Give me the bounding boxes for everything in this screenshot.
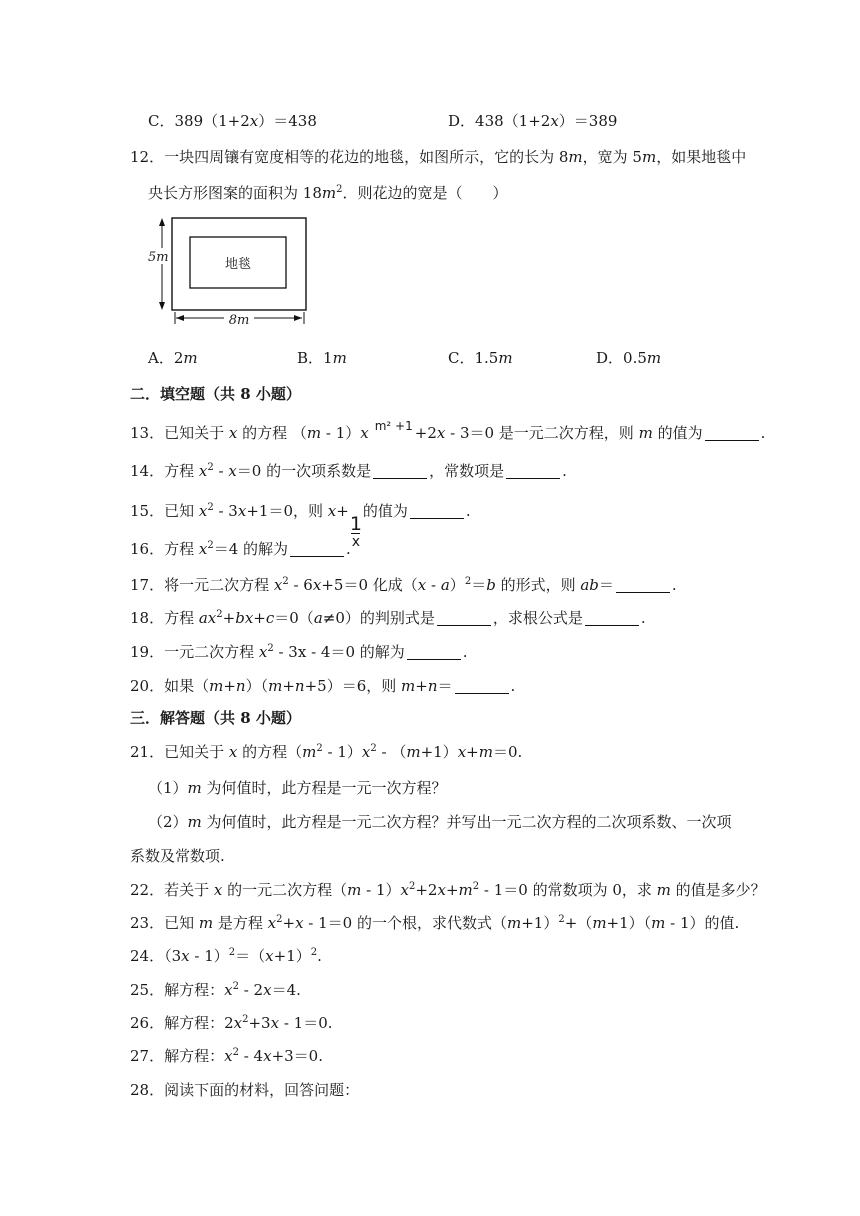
q23: 23．已知 m 是方程 $x^2+x - 1=0$ 的一个根，求代数式$(m+1)^2+(m+1)(m - 1)$的值.	[130, 914, 740, 932]
carpet-label: 地毯	[224, 257, 252, 272]
answer-blank[interactable]	[290, 542, 344, 557]
q12-stem-line1: 12．一块四周镶有宽度相等的花边的地毯，如图所示，它的长为 8m，宽为 5m，如果地毯中	[130, 148, 747, 166]
answer-blank[interactable]	[616, 578, 670, 593]
q12-option-c: C．1.5m	[448, 349, 513, 367]
q15: 15．已知 $x^2 - 3x+1=0$，则 x+ $\frac{1}{x}$ 的值为 .	[130, 502, 471, 550]
answer-blank[interactable]	[705, 426, 759, 441]
q12-option-d: D．0.5m	[596, 349, 662, 367]
section-2-heading: 二．填空题（共 8 小题）	[130, 385, 301, 403]
answer-blank[interactable]	[410, 504, 464, 519]
q16: 16．方程 $x^2=4$ 的解为 .	[130, 540, 351, 558]
q27: 27．解方程：$x^2 - 4x+3=0$.	[130, 1047, 323, 1065]
q21-part-1: （1）m 为何值时，此方程是一元一次方程？	[148, 779, 447, 797]
answer-blank[interactable]	[437, 611, 491, 626]
answer-blank[interactable]	[455, 679, 509, 694]
answer-blank[interactable]	[373, 464, 427, 479]
carpet-figure	[144, 212, 316, 334]
q28: 28．阅读下面的材料，回答问题：	[130, 1081, 360, 1099]
width-arrow-right	[294, 315, 302, 321]
q12-option-b: B．1m	[297, 349, 347, 367]
q20: 20．如果（m+n）（m+n+5）＝6，则 m+n＝ .	[130, 677, 516, 695]
width-label: 8m	[228, 313, 250, 328]
q21-part-2: （2）m 为何值时，此方程是一元二次方程？并写出一元二次方程的二次项系数、一次项	[148, 813, 732, 831]
q17: 17．将一元二次方程 $x^2 - 6x+5=0$ 化成（x - a）$^2$＝b 的形式，则 ab＝ .	[130, 576, 677, 594]
q25: 25．解方程：$x^2 - 2x=4$.	[130, 981, 301, 999]
q11-option-d: D．438（1+2x）＝389	[448, 112, 618, 130]
q13: 13．已知关于 x 的方程 （m - 1）x $^{m^2 +1}$ +2x - 3＝0 是一元二次方程，则 m 的值为 .	[130, 419, 766, 442]
q24: 24．$(3x - 1)^2=(x+1)^2$.	[130, 947, 322, 965]
answer-blank[interactable]	[585, 611, 639, 626]
answer-blank[interactable]	[407, 645, 461, 660]
q14: 14．方程 $x^2 - x=0$ 的一次项系数是 ，常数项是 .	[130, 462, 567, 480]
width-arrow-left	[176, 315, 184, 321]
height-arrow-down	[159, 302, 165, 310]
q21-part-2-cont: 系数及常数项.	[130, 847, 225, 865]
q26: 26．解方程：$2x^2+3x - 1=0$.	[130, 1014, 333, 1032]
q21: 21．已知关于 x 的方程$(m^2 - 1)x^2 - (m+1)x+m=0$.	[130, 743, 523, 761]
q18: 18．方程 $ax^2+bx+c=0(a\ne 0)$的判别式是 ，求根公式是 .	[130, 609, 646, 627]
q12-stem-line2: 央长方形图案的面积为 $18m^2$．则花边的宽是（ ）	[148, 184, 508, 202]
section-3-heading: 三．解答题（共 8 小题）	[130, 709, 301, 727]
answer-blank[interactable]	[506, 464, 560, 479]
q19: 19．一元二次方程 $x^2 - 3x - 4=0$ 的解为 .	[130, 643, 468, 661]
q11-option-c: C．389（1+2x）＝438	[148, 112, 317, 130]
q22: 22．若关于 x 的一元二次方程$(m - 1)x^2+2x+m^2 - 1=0$ 的常数项为 0，求 m 的值是多少？	[130, 881, 766, 899]
fraction-one-over-x: $\frac{1}{x}$	[349, 513, 362, 550]
height-arrow-up	[159, 218, 165, 226]
q12-option-a: A．2m	[148, 349, 198, 367]
height-label: 5m	[148, 250, 169, 265]
